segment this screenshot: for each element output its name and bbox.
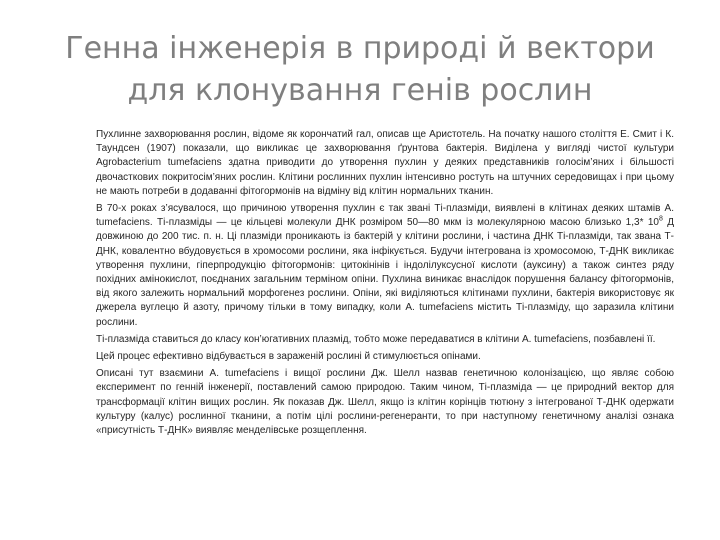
slide-title xyxy=(40,28,680,112)
paragraph-1: Пухлинне захворювання рослин, відоме як корончатий гал, описав ще Аристотель. На початку нашого століття Е. Смит і К. Таундсен (1907) показали, що викликає це захворювання ґрунтова бактерія. Виділена у вигляді чистої культури Agrobacterium tumefaciens здатна приводити до утворення пухлин у деяких представників голосім’яних і більшості двочасткових покритосім’яних рослин. Клітини рослинних пухлин інтенсивно ростуть на штучних середовищах і при цьому не мають потреби в додаванні фітогормонів на відміну від клітин нормальних тканин. xyxy=(96,129,674,197)
paragraph-2-start: В 70-х роках з’ясувалося, що причиною утворення пухлин є так звані Ті-плазміди, виявлені в клітинах деяких штамів A. tumefaciens. Ті-плазміды — це кільцеві молекули ДНК розміром 50—80 мкм із молекулярною масою близько 1,3* 10 xyxy=(96,203,674,229)
body-text xyxy=(96,128,674,441)
title-line-1: Генна інженерія в природі й вектори xyxy=(65,31,655,66)
paragraph-3: Ті-плазміда ставиться до класу кон’югативних плазмід, тобто може передаватися в клітини A. tumefaciens, позбавлені її. xyxy=(96,333,656,345)
paragraph-5: Описані тут взаємини A. tumefaciens і вищої рослини Дж. Шелл назвав генетичною колонізацією, що являє собою експеримент по генній інженерії, поставлений самою природою. Таким чином, Ті-плазміда — це природний вектор для трансформації клітин вищих рослин. Як показав Дж. Шелл, якщо із клітин корінців тютюну з інтегрованої Т-ДНК одержати культуру (калус) рослинної тканини, а потім цілі рослини-регенеранти, то при наступному генетичному аналізі ознака «присутність Т-ДНК» виявляє менделівське розщеплення. xyxy=(96,368,674,437)
paragraph-2-end: Д довжиною до 200 тис. п. н. Ці плазміди проникають із бактерій у клітини рослини, і частина ДНК Ті-плазміди, так звана Т-ДНК, ковалентно вбудовується в хромосоми рослини, яка інфікується. Будучи інтегрована із хромосомою, Т-ДНК викликає утворення пухлини, гіперпродукцію фітогормонів: цитокінінів і індолілуксусної кислоти (ауксину) а також синтез ряду похідних амінокислот, поєднаних загальним терміном опіни. Пухлина виникає внаслідок порушення балансу фітогормонів, від якого залежить нормальний морфогенез рослини. Опіни, які виділяються клітинами пухлини, бактерія використовує як джерела вуглецю й азоту, причому тільки в тому випадку, коли A. tumefaciens містить Ті-плазміду, що заразила клітини рослини. xyxy=(96,217,675,328)
paragraph-4: Цей процес ефективно відбувається в зараженій рослині й стимулюється опінами. xyxy=(96,351,481,363)
title-line-2: для клонування генів рослин xyxy=(127,73,593,108)
paragraph-2 xyxy=(96,202,674,330)
exponent: 8 xyxy=(658,215,663,223)
